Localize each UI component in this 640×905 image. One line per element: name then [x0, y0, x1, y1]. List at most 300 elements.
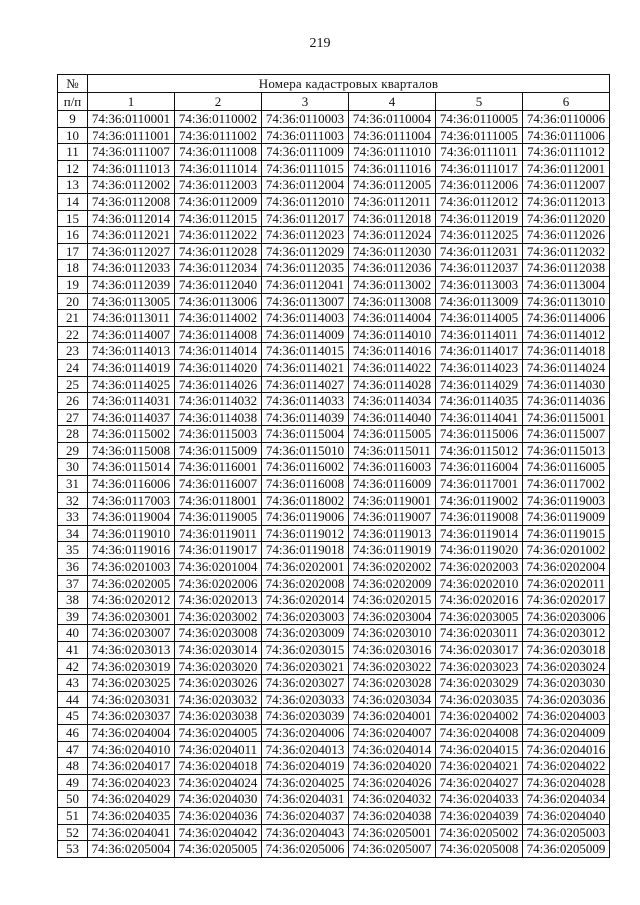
cadastral-number-cell: 74:36:0112028 — [175, 243, 262, 260]
cadastral-number-cell: 74:36:0119015 — [523, 525, 610, 542]
cadastral-number-cell: 74:36:0114014 — [175, 343, 262, 360]
cadastral-number-cell: 74:36:0112030 — [349, 243, 436, 260]
cadastral-number-cell: 74:36:0113007 — [262, 293, 349, 310]
table-row — [58, 111, 610, 128]
cadastral-number-cell: 74:36:0203003 — [262, 608, 349, 625]
row-number-cell: 36 — [58, 559, 88, 576]
cadastral-number-cell: 74:36:0112038 — [523, 260, 610, 277]
cadastral-number-cell: 74:36:0203019 — [88, 658, 175, 675]
cadastral-number-cell: 74:36:0203021 — [262, 658, 349, 675]
cadastral-number-cell: 74:36:0114019 — [88, 359, 175, 376]
cadastral-number-cell: 74:36:0204039 — [436, 807, 523, 824]
cadastral-number-cell: 74:36:0117001 — [436, 476, 523, 493]
cadastral-number-cell: 74:36:0119008 — [436, 509, 523, 526]
cadastral-number-cell: 74:36:0204004 — [88, 724, 175, 741]
cadastral-number-cell: 74:36:0114039 — [262, 409, 349, 426]
cadastral-number-cell: 74:36:0114015 — [262, 343, 349, 360]
cadastral-number-cell: 74:36:0204035 — [88, 807, 175, 824]
cadastral-number-cell: 74:36:0113003 — [436, 276, 523, 293]
cadastral-number-cell: 74:36:0116002 — [262, 459, 349, 476]
table-row — [58, 642, 610, 659]
row-number-cell: 31 — [58, 476, 88, 493]
cadastral-number-cell: 74:36:0114023 — [436, 359, 523, 376]
cadastral-number-cell: 74:36:0119009 — [523, 509, 610, 526]
cadastral-number-cell: 74:36:0204032 — [349, 791, 436, 808]
row-number-cell: 37 — [58, 575, 88, 592]
cadastral-number-cell: 74:36:0201003 — [88, 559, 175, 576]
cadastral-number-cell: 74:36:0203025 — [88, 675, 175, 692]
cadastral-number-cell: 74:36:0203039 — [262, 708, 349, 725]
cadastral-number-cell: 74:36:0111005 — [436, 127, 523, 144]
cadastral-number-cell: 74:36:0114009 — [262, 326, 349, 343]
cadastral-number-cell: 74:36:0114017 — [436, 343, 523, 360]
cadastral-number-cell: 74:36:0202010 — [436, 575, 523, 592]
cadastral-number-cell: 74:36:0111011 — [436, 144, 523, 161]
cadastral-number-cell: 74:36:0111009 — [262, 144, 349, 161]
cadastral-number-cell: 74:36:0112019 — [436, 210, 523, 227]
cadastral-number-cell: 74:36:0111012 — [523, 144, 610, 161]
cadastral-number-cell: 74:36:0204025 — [262, 774, 349, 791]
cadastral-number-cell: 74:36:0119012 — [262, 525, 349, 542]
table-row — [58, 592, 610, 609]
row-number-cell: 38 — [58, 592, 88, 609]
cadastral-number-cell: 74:36:0115012 — [436, 442, 523, 459]
cadastral-number-cell: 74:36:0112007 — [523, 177, 610, 194]
cadastral-number-cell: 74:36:0204006 — [262, 724, 349, 741]
cadastral-number-cell: 74:36:0202008 — [262, 575, 349, 592]
cadastral-number-cell: 74:36:0204015 — [436, 741, 523, 758]
cadastral-number-cell: 74:36:0110004 — [349, 111, 436, 128]
cadastral-number-cell: 74:36:0204005 — [175, 724, 262, 741]
cadastral-number-cell: 74:36:0114026 — [175, 376, 262, 393]
row-number-cell: 19 — [58, 276, 88, 293]
column-header-number-sub: п/п — [58, 93, 88, 111]
row-number-cell: 40 — [58, 625, 88, 642]
cadastral-number-cell: 74:36:0202017 — [523, 592, 610, 609]
row-number-cell: 46 — [58, 724, 88, 741]
cadastral-number-cell: 74:36:0116001 — [175, 459, 262, 476]
cadastral-number-cell: 74:36:0205006 — [262, 841, 349, 858]
row-number-cell: 50 — [58, 791, 88, 808]
cadastral-number-cell: 74:36:0111004 — [349, 127, 436, 144]
column-header-5: 5 — [436, 93, 523, 111]
table-row — [58, 293, 610, 310]
cadastral-number-cell: 74:36:0112025 — [436, 227, 523, 244]
table-row — [58, 791, 610, 808]
cadastral-number-cell: 74:36:0112017 — [262, 210, 349, 227]
cadastral-number-cell: 74:36:0119004 — [88, 509, 175, 526]
table-row — [58, 691, 610, 708]
cadastral-number-cell: 74:36:0114020 — [175, 359, 262, 376]
table-row — [58, 177, 610, 194]
cadastral-number-cell: 74:36:0203023 — [436, 658, 523, 675]
cadastral-number-cell: 74:36:0111003 — [262, 127, 349, 144]
row-number-cell: 44 — [58, 691, 88, 708]
cadastral-number-cell: 74:36:0203001 — [88, 608, 175, 625]
cadastral-number-cell: 74:36:0115001 — [523, 409, 610, 426]
cadastral-number-cell: 74:36:0203007 — [88, 625, 175, 642]
cadastral-number-cell: 74:36:0110005 — [436, 111, 523, 128]
cadastral-quarters-table — [57, 74, 610, 858]
cadastral-number-cell: 74:36:0116009 — [349, 476, 436, 493]
cadastral-number-cell: 74:36:0114022 — [349, 359, 436, 376]
cadastral-number-cell: 74:36:0115005 — [349, 426, 436, 443]
column-header-number: № — [58, 75, 88, 93]
cadastral-number-cell: 74:36:0204018 — [175, 758, 262, 775]
cadastral-number-cell: 74:36:0204016 — [523, 741, 610, 758]
cadastral-number-cell: 74:36:0114003 — [262, 310, 349, 327]
cadastral-number-cell: 74:36:0114024 — [523, 359, 610, 376]
row-number-cell: 24 — [58, 359, 88, 376]
cadastral-number-cell: 74:36:0112005 — [349, 177, 436, 194]
table-row — [58, 774, 610, 791]
cadastral-number-cell: 74:36:0119017 — [175, 542, 262, 559]
row-number-cell: 41 — [58, 642, 88, 659]
cadastral-number-cell: 74:36:0113010 — [523, 293, 610, 310]
table-row — [58, 393, 610, 410]
cadastral-number-cell: 74:36:0204037 — [262, 807, 349, 824]
cadastral-number-cell: 74:36:0112031 — [436, 243, 523, 260]
cadastral-number-cell: 74:36:0111010 — [349, 144, 436, 161]
cadastral-number-cell: 74:36:0201004 — [175, 559, 262, 576]
cadastral-number-cell: 74:36:0203005 — [436, 608, 523, 625]
page-number: 219 — [309, 36, 331, 51]
cadastral-number-cell: 74:36:0112027 — [88, 243, 175, 260]
cadastral-number-cell: 74:36:0112010 — [262, 193, 349, 210]
column-header-3: 3 — [262, 93, 349, 111]
cadastral-number-cell: 74:36:0112032 — [523, 243, 610, 260]
cadastral-number-cell: 74:36:0203016 — [349, 642, 436, 659]
cadastral-number-cell: 74:36:0114041 — [436, 409, 523, 426]
row-number-cell: 13 — [58, 177, 88, 194]
cadastral-number-cell: 74:36:0114018 — [523, 343, 610, 360]
cadastral-number-cell: 74:36:0204022 — [523, 758, 610, 775]
cadastral-number-cell: 74:36:0113011 — [88, 310, 175, 327]
cadastral-number-cell: 74:36:0112034 — [175, 260, 262, 277]
row-number-cell: 35 — [58, 542, 88, 559]
table-row — [58, 824, 610, 841]
cadastral-number-cell: 74:36:0114008 — [175, 326, 262, 343]
cadastral-number-cell: 74:36:0203035 — [436, 691, 523, 708]
cadastral-number-cell: 74:36:0111013 — [88, 160, 175, 177]
cadastral-number-cell: 74:36:0203036 — [523, 691, 610, 708]
cadastral-number-cell: 74:36:0204014 — [349, 741, 436, 758]
cadastral-number-cell: 74:36:0115007 — [523, 426, 610, 443]
cadastral-number-cell: 74:36:0205007 — [349, 841, 436, 858]
cadastral-number-cell: 74:36:0111008 — [175, 144, 262, 161]
cadastral-number-cell: 74:36:0203026 — [175, 675, 262, 692]
row-number-cell: 29 — [58, 442, 88, 459]
cadastral-number-cell: 74:36:0112024 — [349, 227, 436, 244]
table-row — [58, 841, 610, 858]
cadastral-number-cell: 74:36:0204036 — [175, 807, 262, 824]
cadastral-number-cell: 74:36:0112020 — [523, 210, 610, 227]
cadastral-number-cell: 74:36:0118001 — [175, 492, 262, 509]
row-number-cell: 53 — [58, 841, 88, 858]
cadastral-number-cell: 74:36:0112018 — [349, 210, 436, 227]
table-row — [58, 310, 610, 327]
cadastral-number-cell: 74:36:0112033 — [88, 260, 175, 277]
cadastral-number-cell: 74:36:0204041 — [88, 824, 175, 841]
cadastral-number-cell: 74:36:0114037 — [88, 409, 175, 426]
table-row — [58, 160, 610, 177]
cadastral-number-cell: 74:36:0203004 — [349, 608, 436, 625]
cadastral-number-cell: 74:36:0203033 — [262, 691, 349, 708]
table-row — [58, 276, 610, 293]
cadastral-number-cell: 74:36:0112015 — [175, 210, 262, 227]
cadastral-number-cell: 74:36:0203017 — [436, 642, 523, 659]
cadastral-number-cell: 74:36:0114005 — [436, 310, 523, 327]
cadastral-number-cell: 74:36:0204033 — [436, 791, 523, 808]
row-number-cell: 34 — [58, 525, 88, 542]
cadastral-number-cell: 74:36:0111007 — [88, 144, 175, 161]
cadastral-number-cell: 74:36:0115003 — [175, 426, 262, 443]
cadastral-number-cell: 74:36:0111016 — [349, 160, 436, 177]
cadastral-number-cell: 74:36:0116004 — [436, 459, 523, 476]
table-row — [58, 658, 610, 675]
cadastral-number-cell: 74:36:0203029 — [436, 675, 523, 692]
table-row — [58, 376, 610, 393]
row-number-cell: 25 — [58, 376, 88, 393]
table-row — [58, 326, 610, 343]
cadastral-number-cell: 74:36:0114006 — [523, 310, 610, 327]
row-number-cell: 21 — [58, 310, 88, 327]
cadastral-number-cell: 74:36:0203034 — [349, 691, 436, 708]
cadastral-number-cell: 74:36:0116007 — [175, 476, 262, 493]
cadastral-number-cell: 74:36:0204021 — [436, 758, 523, 775]
cadastral-number-cell: 74:36:0205004 — [88, 841, 175, 858]
cadastral-number-cell: 74:36:0202013 — [175, 592, 262, 609]
table-row — [58, 509, 610, 526]
cadastral-number-cell: 74:36:0112039 — [88, 276, 175, 293]
cadastral-number-cell: 74:36:0112002 — [88, 177, 175, 194]
table-row — [58, 193, 610, 210]
cadastral-number-cell: 74:36:0114016 — [349, 343, 436, 360]
row-number-cell: 26 — [58, 393, 88, 410]
cadastral-number-cell: 74:36:0114025 — [88, 376, 175, 393]
cadastral-number-cell: 74:36:0112013 — [523, 193, 610, 210]
cadastral-number-cell: 74:36:0112011 — [349, 193, 436, 210]
cadastral-number-cell: 74:36:0202012 — [88, 592, 175, 609]
table-row — [58, 476, 610, 493]
cadastral-number-cell: 74:36:0112041 — [262, 276, 349, 293]
row-number-cell: 45 — [58, 708, 88, 725]
table-row — [58, 724, 610, 741]
cadastral-number-cell: 74:36:0115014 — [88, 459, 175, 476]
cadastral-number-cell: 74:36:0119010 — [88, 525, 175, 542]
cadastral-number-cell: 74:36:0204007 — [349, 724, 436, 741]
cadastral-number-cell: 74:36:0204043 — [262, 824, 349, 841]
cadastral-number-cell: 74:36:0204011 — [175, 741, 262, 758]
cadastral-number-cell: 74:36:0203032 — [175, 691, 262, 708]
cadastral-number-cell: 74:36:0204038 — [349, 807, 436, 824]
cadastral-number-cell: 74:36:0114032 — [175, 393, 262, 410]
table-row — [58, 243, 610, 260]
cadastral-number-cell: 74:36:0205008 — [436, 841, 523, 858]
column-header-6: 6 — [523, 93, 610, 111]
cadastral-number-cell: 74:36:0112001 — [523, 160, 610, 177]
cadastral-number-cell: 74:36:0203002 — [175, 608, 262, 625]
row-number-cell: 11 — [58, 144, 88, 161]
table-row — [58, 741, 610, 758]
table-row — [58, 608, 610, 625]
cadastral-number-cell: 74:36:0203024 — [523, 658, 610, 675]
cadastral-number-cell: 74:36:0204010 — [88, 741, 175, 758]
table-row — [58, 708, 610, 725]
cadastral-number-cell: 74:36:0114031 — [88, 393, 175, 410]
cadastral-number-cell: 74:36:0112037 — [436, 260, 523, 277]
row-number-cell: 30 — [58, 459, 88, 476]
cadastral-number-cell: 74:36:0119016 — [88, 542, 175, 559]
cadastral-number-cell: 74:36:0204034 — [523, 791, 610, 808]
cadastral-number-cell: 74:36:0112040 — [175, 276, 262, 293]
cadastral-number-cell: 74:36:0114036 — [523, 393, 610, 410]
table-row — [58, 575, 610, 592]
cadastral-number-cell: 74:36:0112023 — [262, 227, 349, 244]
cadastral-number-cell: 74:36:0112003 — [175, 177, 262, 194]
cadastral-number-cell: 74:36:0114029 — [436, 376, 523, 393]
cadastral-number-cell: 74:36:0204040 — [523, 807, 610, 824]
cadastral-number-cell: 74:36:0116005 — [523, 459, 610, 476]
cadastral-number-cell: 74:36:0203012 — [523, 625, 610, 642]
row-number-cell: 32 — [58, 492, 88, 509]
row-number-cell: 28 — [58, 426, 88, 443]
table-row — [58, 210, 610, 227]
cadastral-number-cell: 74:36:0204023 — [88, 774, 175, 791]
table-row — [58, 442, 610, 459]
cadastral-number-cell: 74:36:0119002 — [436, 492, 523, 509]
cadastral-number-cell: 74:36:0114002 — [175, 310, 262, 327]
cadastral-number-cell: 74:36:0116006 — [88, 476, 175, 493]
cadastral-number-cell: 74:36:0113009 — [436, 293, 523, 310]
cadastral-number-cell: 74:36:0119014 — [436, 525, 523, 542]
cadastral-number-cell: 74:36:0204019 — [262, 758, 349, 775]
row-number-cell: 51 — [58, 807, 88, 824]
cadastral-number-cell: 74:36:0112009 — [175, 193, 262, 210]
cadastral-number-cell: 74:36:0115013 — [523, 442, 610, 459]
table-row — [58, 260, 610, 277]
cadastral-number-cell: 74:36:0202014 — [262, 592, 349, 609]
row-number-cell: 17 — [58, 243, 88, 260]
cadastral-number-cell: 74:36:0114013 — [88, 343, 175, 360]
cadastral-number-cell: 74:36:0202015 — [349, 592, 436, 609]
row-number-cell: 27 — [58, 409, 88, 426]
row-number-cell: 52 — [58, 824, 88, 841]
cadastral-number-cell: 74:36:0204009 — [523, 724, 610, 741]
cadastral-number-cell: 74:36:0202016 — [436, 592, 523, 609]
cadastral-number-cell: 74:36:0114010 — [349, 326, 436, 343]
cadastral-number-cell: 74:36:0204003 — [523, 708, 610, 725]
row-number-cell: 14 — [58, 193, 88, 210]
table-row — [58, 144, 610, 161]
table-row — [58, 227, 610, 244]
cadastral-number-cell: 74:36:0110001 — [88, 111, 175, 128]
row-number-cell: 33 — [58, 509, 88, 526]
cadastral-number-cell: 74:36:0111001 — [88, 127, 175, 144]
table-row — [58, 127, 610, 144]
cadastral-number-cell: 74:36:0112012 — [436, 193, 523, 210]
table-row — [58, 559, 610, 576]
cadastral-number-cell: 74:36:0202011 — [523, 575, 610, 592]
cadastral-number-cell: 74:36:0115002 — [88, 426, 175, 443]
cadastral-number-cell: 74:36:0112021 — [88, 227, 175, 244]
cadastral-number-cell: 74:36:0111015 — [262, 160, 349, 177]
cadastral-number-cell: 74:36:0204030 — [175, 791, 262, 808]
row-number-cell: 9 — [58, 111, 88, 128]
table-row — [58, 625, 610, 642]
cadastral-number-cell: 74:36:0114028 — [349, 376, 436, 393]
cadastral-number-cell: 74:36:0119007 — [349, 509, 436, 526]
cadastral-number-cell: 74:36:0115004 — [262, 426, 349, 443]
cadastral-number-cell: 74:36:0112029 — [262, 243, 349, 260]
cadastral-number-cell: 74:36:0204042 — [175, 824, 262, 841]
cadastral-number-cell: 74:36:0112036 — [349, 260, 436, 277]
cadastral-number-cell: 74:36:0204028 — [523, 774, 610, 791]
column-header-1: 1 — [88, 93, 175, 111]
cadastral-number-cell: 74:36:0119005 — [175, 509, 262, 526]
cadastral-number-cell: 74:36:0204001 — [349, 708, 436, 725]
cadastral-number-cell: 74:36:0111002 — [175, 127, 262, 144]
table-row — [58, 807, 610, 824]
cadastral-number-cell: 74:36:0112008 — [88, 193, 175, 210]
cadastral-number-cell: 74:36:0203008 — [175, 625, 262, 642]
table-row — [58, 492, 610, 509]
cadastral-number-cell: 74:36:0203013 — [88, 642, 175, 659]
column-header-2: 2 — [175, 93, 262, 111]
cadastral-number-cell: 74:36:0114012 — [523, 326, 610, 343]
row-number-cell: 39 — [58, 608, 88, 625]
cadastral-number-cell: 74:36:0204031 — [262, 791, 349, 808]
cadastral-number-cell: 74:36:0204013 — [262, 741, 349, 758]
cadastral-number-cell: 74:36:0201002 — [523, 542, 610, 559]
cadastral-number-cell: 74:36:0113005 — [88, 293, 175, 310]
table-header-row — [58, 75, 610, 93]
cadastral-number-cell: 74:36:0204024 — [175, 774, 262, 791]
cadastral-number-cell: 74:36:0204027 — [436, 774, 523, 791]
cadastral-number-cell: 74:36:0114035 — [436, 393, 523, 410]
cadastral-number-cell: 74:36:0203014 — [175, 642, 262, 659]
cadastral-number-cell: 74:36:0115011 — [349, 442, 436, 459]
cadastral-number-cell: 74:36:0205001 — [349, 824, 436, 841]
cadastral-number-cell: 74:36:0202003 — [436, 559, 523, 576]
cadastral-number-cell: 74:36:0110006 — [523, 111, 610, 128]
table-body — [58, 111, 610, 858]
cadastral-number-cell: 74:36:0113004 — [523, 276, 610, 293]
table-row — [58, 359, 610, 376]
cadastral-number-cell: 74:36:0119013 — [349, 525, 436, 542]
cadastral-number-cell: 74:36:0115008 — [88, 442, 175, 459]
row-number-cell: 47 — [58, 741, 88, 758]
cadastral-number-cell: 74:36:0111014 — [175, 160, 262, 177]
row-number-cell: 49 — [58, 774, 88, 791]
cadastral-number-cell: 74:36:0202006 — [175, 575, 262, 592]
cadastral-number-cell: 74:36:0203037 — [88, 708, 175, 725]
row-number-cell: 43 — [58, 675, 88, 692]
cadastral-number-cell: 74:36:0117002 — [523, 476, 610, 493]
cadastral-number-cell: 74:36:0203031 — [88, 691, 175, 708]
cadastral-number-cell: 74:36:0203009 — [262, 625, 349, 642]
cadastral-number-cell: 74:36:0114040 — [349, 409, 436, 426]
cadastral-number-cell: 74:36:0114004 — [349, 310, 436, 327]
cadastral-number-cell: 74:36:0119006 — [262, 509, 349, 526]
cadastral-number-cell: 74:36:0202001 — [262, 559, 349, 576]
cadastral-number-cell: 74:36:0204017 — [88, 758, 175, 775]
cadastral-number-cell: 74:36:0111006 — [523, 127, 610, 144]
cadastral-number-cell: 74:36:0202005 — [88, 575, 175, 592]
cadastral-number-cell: 74:36:0203010 — [349, 625, 436, 642]
cadastral-number-cell: 74:36:0205005 — [175, 841, 262, 858]
cadastral-number-cell: 74:36:0114027 — [262, 376, 349, 393]
